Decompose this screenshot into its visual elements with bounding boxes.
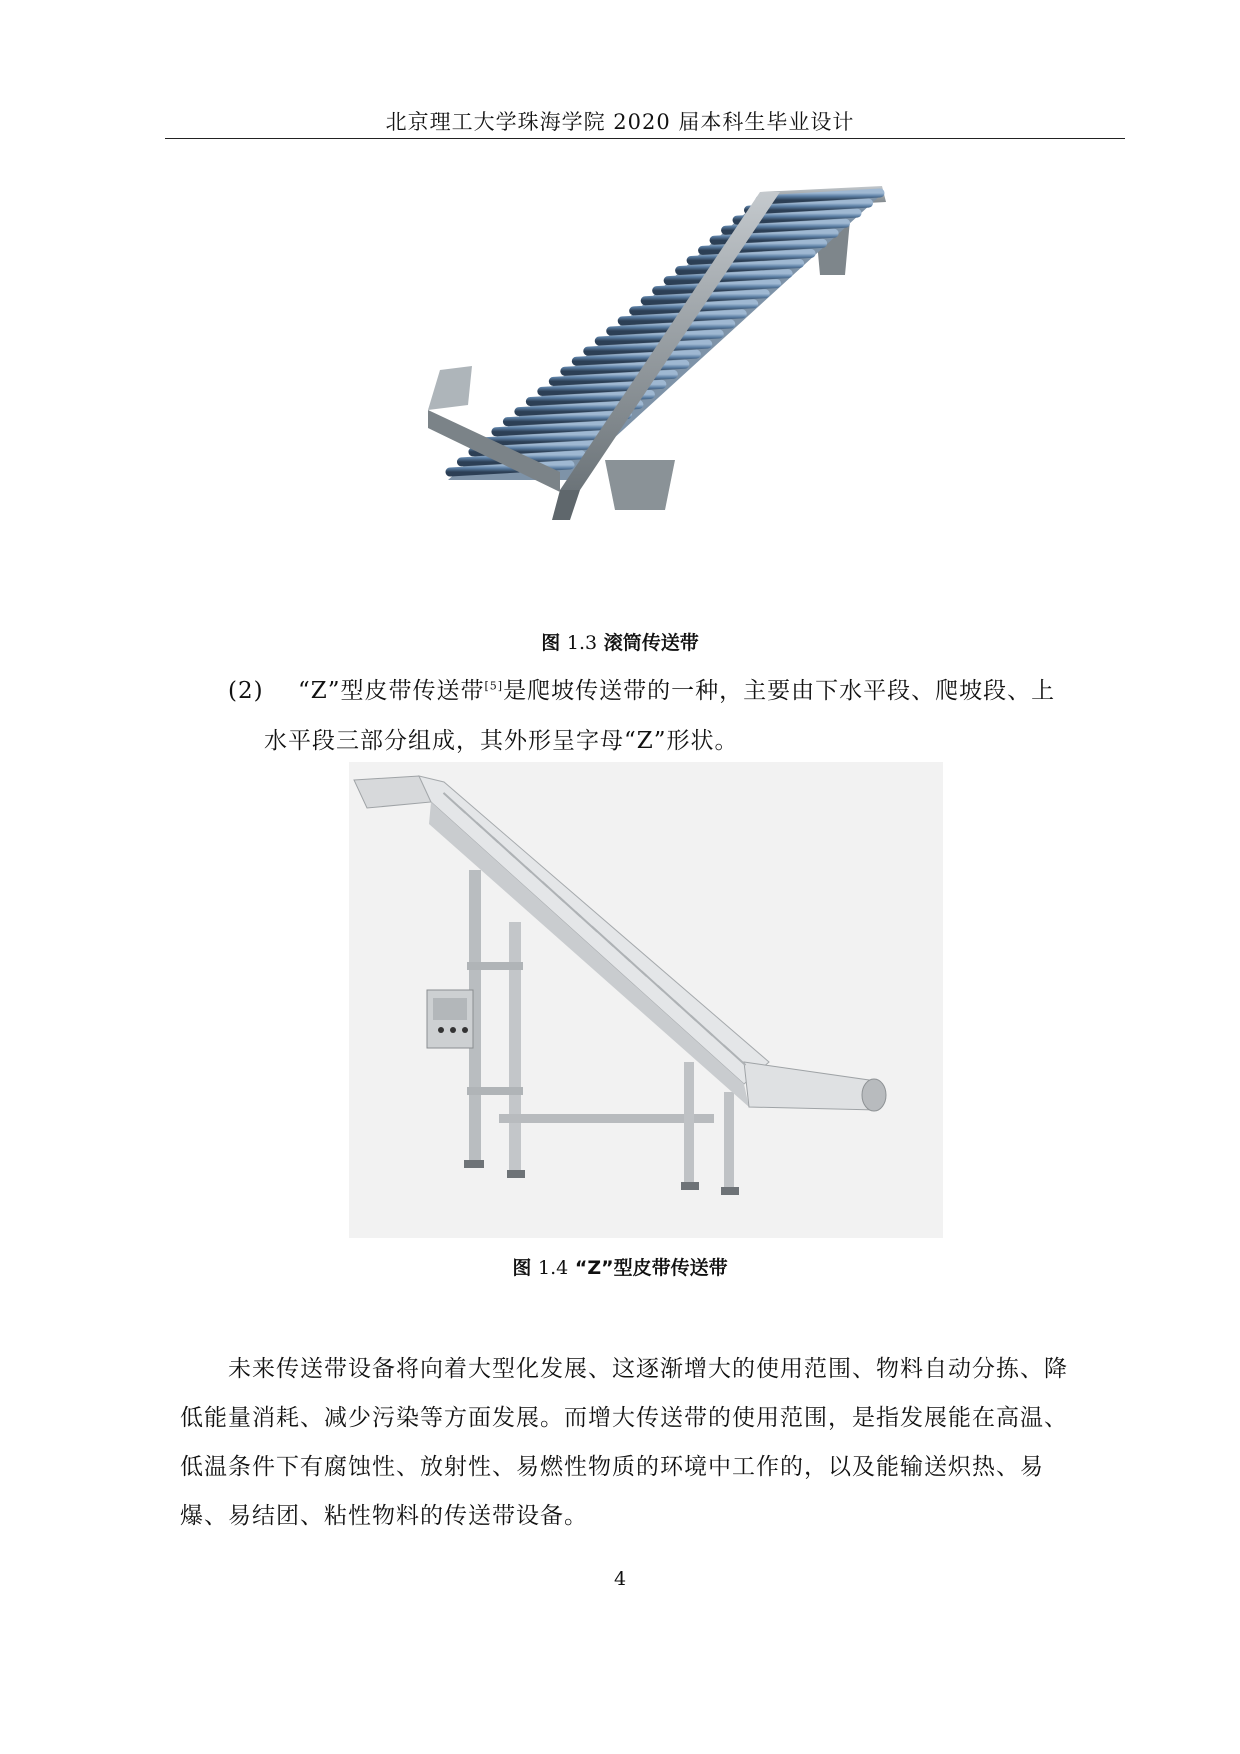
caption-title: 滚筒传送带	[603, 632, 699, 654]
item-text-after-ref: 是爬坡传送带的一种，主要由下水平段、爬坡段、上	[503, 678, 1056, 704]
figure-1-3-caption	[0, 628, 1240, 655]
item-marker: (2)	[228, 678, 264, 704]
caption-prefix: 图	[541, 632, 561, 654]
figure-1-4-caption	[0, 1253, 1240, 1280]
header-title: 北京理工大学珠海学院 2020 届本科生毕业设计	[385, 110, 855, 134]
roller-conveyor-image	[420, 180, 980, 520]
caption-prefix: 图	[512, 1257, 532, 1279]
header-rule	[165, 138, 1125, 139]
caption-title: “Z”型皮带传送带	[574, 1257, 728, 1279]
citation-ref: [5]	[484, 679, 504, 693]
item-text-before-ref: “Z”型皮带传送带	[298, 678, 485, 704]
z-belt-conveyor-image	[349, 762, 943, 1238]
item-2-line-1	[228, 672, 1055, 705]
caption-number: 1.3	[566, 632, 598, 654]
paragraph-line: 未来传送带设备将向着大型化发展、这逐渐增大的使用范围、物料自动分拣、降	[228, 1356, 1068, 1382]
caption-number: 1.4	[538, 1257, 569, 1279]
body-paragraph	[180, 1350, 1120, 1546]
item-2-line-2: 水平段三部分组成，其外形呈字母“Z”形状。	[264, 728, 739, 754]
page-number: 4	[613, 1568, 627, 1590]
paragraph-line: 低温条件下有腐蚀性、放射性、易燃性物质的环境中工作的，以及能输送炽热、易	[180, 1454, 1044, 1480]
paragraph-line: 低能量消耗、减少污染等方面发展。而增大传送带的使用范围，是指发展能在高温、	[180, 1405, 1068, 1431]
paragraph-line: 爆、易结团、粘性物料的传送带设备。	[180, 1503, 588, 1529]
